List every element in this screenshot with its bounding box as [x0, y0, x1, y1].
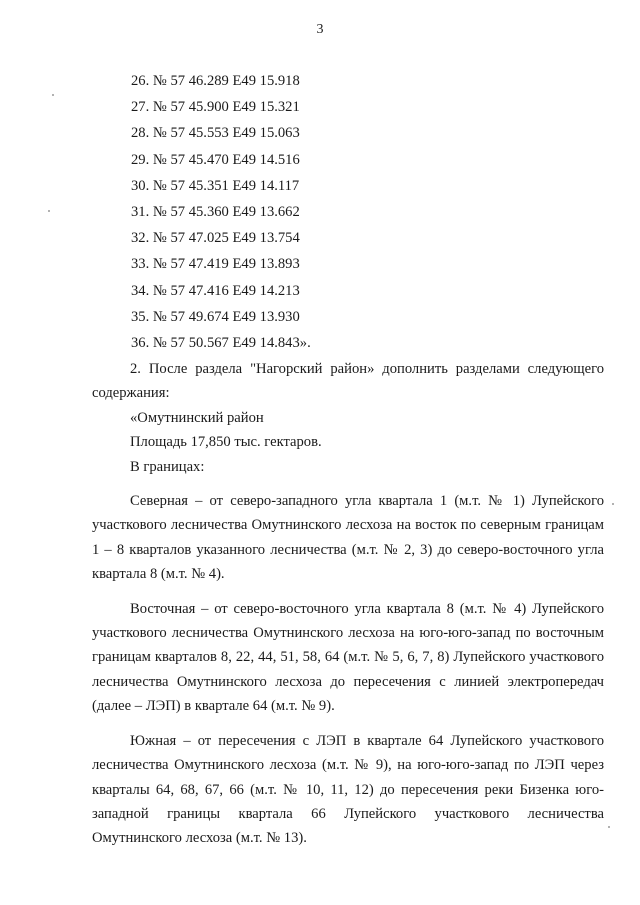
district-title: «Омутнинский район: [130, 409, 264, 426]
scan-artifact: [608, 826, 610, 828]
scan-artifact: [52, 94, 54, 96]
coordinate-item: 30. № 57 45.351 E49 14.117: [131, 177, 300, 194]
coordinate-item: 32. № 57 47.025 E49 13.754: [131, 230, 300, 247]
coordinate-item: 28. № 57 45.553 E49 15.063: [131, 125, 300, 142]
coordinate-item: 35. № 57 49.674 E49 13.930: [131, 308, 300, 325]
east-boundary: Восточная – от северо-восточного угла квартала 8 (м.т. № 4) Лупейского участкового лесничества Омутнинского лесхоза на юго-юго-запад по восточным границам кварталов 8, 22, 44, 51, 58, 64 (м.т. № 5, 6, 7, 8) Лупейского участкового лесничества Омутнинского лесхоза до пересечения с линией электропередач (далее – ЛЭП) в квартале 64 (м.т. № 9).: [92, 600, 604, 715]
south-boundary: Южная – от пересечения с ЛЭП в квартале 64 Лупейского участкового лесничества Омутнинского лесхоза (м.т. № 9), на юго-юго-запад по ЛЭП через кварталы 64, 68, 67, 66 (м.т. № 10, 11, 12) до пересечения реки Бизенка юго-западной границы квартала 66 Лупейского участкового лесничества Омутнинского лесхоза (м.т. № 13).: [92, 732, 604, 847]
coordinate-item: 33. № 57 47.419 E49 13.893: [131, 256, 300, 273]
area-statement: Площадь 17,850 тыс. гектаров.: [130, 434, 322, 451]
coordinate-item: 27. № 57 45.900 E49 15.321: [131, 99, 300, 116]
document-body: [92, 357, 604, 851]
coordinate-item: 29. № 57 45.470 E49 14.516: [131, 151, 300, 168]
scan-artifact: [48, 210, 50, 212]
coordinate-item: 34. № 57 47.416 E49 14.213: [131, 282, 300, 299]
scan-artifact: [612, 503, 614, 505]
coordinate-list: [131, 73, 311, 361]
coordinate-item: 31. № 57 45.360 E49 13.662: [131, 203, 300, 220]
coordinate-item: 36. № 57 50.567 E49 14.843».: [131, 334, 311, 351]
amendment-item-2: 2. После раздела "Нагорский район» дополнить разделами следующего содержания:: [92, 361, 604, 402]
north-boundary: Северная – от северо-западного угла квартала 1 (м.т. № 1) Лупейского участкового лесничества Омутнинского лесхоза на восток по северным границам 1 – 8 кварталов указанного лесничества (м.т. № 2, 3) до северо-восточного угла квартала 8 (м.т. № 4).: [92, 493, 604, 583]
coordinate-item: 26. № 57 46.289 E49 15.918: [131, 73, 300, 89]
bounds-label: В границах:: [130, 458, 205, 475]
page-number: 3: [316, 22, 324, 37]
